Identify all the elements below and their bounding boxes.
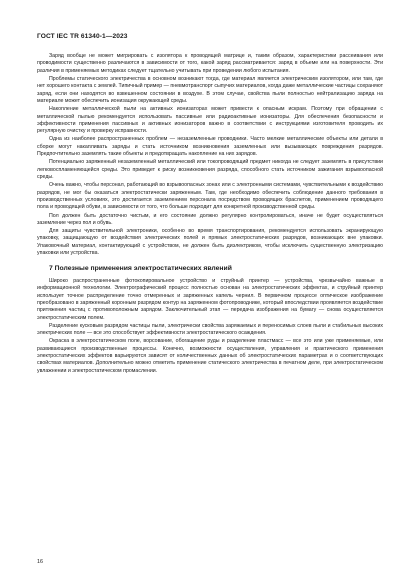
body-paragraph: Одна из наиболее распространенных проблем — незаземленные проводники. Часто мелкие металлические объекты или детали в сборке могут накапливать заряды и стать источником возникновения заземленных или вызывающих повреждения разрядов. Предпочтительно заземлять такие объекты и предотвращать накопление на них зарядов.: [37, 136, 383, 158]
document-body: [37, 53, 383, 376]
document-header: ГОСТ IEC TR 61340-1—2023: [37, 33, 128, 40]
section-heading: 7 Полезные применения электростатических явлений: [49, 264, 232, 272]
body-paragraph: Разделение кусковым разрядом частицы пыли, электрически свойства заряжаемых и переносимых слоев пыли и стабильных высоких электрических поле — все это способствует эффективности электростатического осаждения.: [37, 322, 383, 337]
body-paragraph: Накопление металлической пыли на активных ионизаторах может привести к опасным искрам. Поэтому при обращении с металлической пылью рекомендуется использовать пассивные или радиоактивные ионизаторы. Для обеспечения безопасности и эффективности применения пассивных и активных ионизаторов важно в соответствии с инструкциями изготовителя проводить их регулярную очистку и проверку исправности.: [37, 106, 383, 135]
page-number: 16: [37, 559, 43, 565]
body-paragraph: Пол должен быть достаточно чистым, и его состояние должно регулярно контролироваться, иначе не будет осуществляться заземление через пол и обувь.: [37, 212, 383, 226]
body-paragraph: Окраска в электростатическом поле, ворсование, обогащение руды и разделение пластмасс — все это или уже применяемые, или развивающиеся производственные процессы. Конечно, возможности осуществления, управления и практического применения электростатических эффектов варьируются зависят от количественных данных об электростатических параметрах и о соответствующих свойствах материалов. Дополнительно можно отметить применение статического электричества в печатном деле, при электростатическом увлажнении и электростатическом промаслении.: [37, 338, 383, 374]
body-paragraph: Потенциально заряженный незаземленный металлический или токопроводящий предмет никогда не следует заземлять в присутствии легковоспламеняющейся среды. Это приведет к риску возникновения разряда, способного стать источником зажигания взрывоопасной среды.: [37, 159, 383, 181]
body-paragraph: Очень важно, чтобы персонал, работающий во взрывоопасных зонах или с электронными системами, чувствительными к воздействию разрядов, не мог бы оказаться электростатически заряженным. Там, где необходимо обеспечить соблюдение данного требования в производственных условиях, это достигается заземлением персонала посредством проводящих браслетов, применением проводящего пола и проводящей обуви, в зависимости от того, что больше подходит для конкретной производственной среды.: [37, 182, 383, 211]
body-paragraph: Заряд вообще не может мигрировать с изолятора к проводящей матрице и, таким образом, характеристики рассеивания или проводимости существенно различаются в зависимости от того, какой заряд рассматривается: заряд в объеме или на поверхности. Эти различия в применяемых методиках следует тщательно учитывать при проведении любого испытания.: [37, 53, 383, 74]
body-paragraph: Для защиты чувствительной электроники, особенно во время транспортирования, рекомендуется использовать экранирующую упаковку, защищающую от воздействия электрических полей и прямых электростатических разрядов, возникающих вне упаковки. Упаковочный материал, контактирующий с устройством, не должен быть диэлектриком, чтобы исключить существенную электризацию упаковки или устройства.: [37, 228, 383, 257]
body-paragraph: Широко распространенные фотокопировальное устройство и струйный принтер — устройства, чрезвычайно важные в информационной технологии. Электрографический процесс полностью основан на электростатических эффектах, и струйный принтер использует точное распределение точно отмеренных и заряженных капель чернил. В первичном процессе оптическое изображение преобразовано в заряженный коронным разрядом контур на заряженном фотопроводнике, который впоследствии проявляется воздействие притяжения частиц с противоположным зарядом. Заключительный этап — передача изображения на бумагу — снова осуществляется электростатическим полем.: [37, 277, 383, 321]
body-paragraph: Проблемы статического электричества в основном возникают тогда, где материал является электрическим изолятором, или там, где нет хорошего контакта с землей. Типичный пример — пневмотранспорт сыпучих материалов, когда даже металлические частицы сохраняют заряд, если они находятся во взвешенном состоянии в воздухе. В этом случае, свойства пыли полностью нейтрализацию заряда на материале может обеспечить ионизация окружающей среды.: [37, 75, 383, 104]
